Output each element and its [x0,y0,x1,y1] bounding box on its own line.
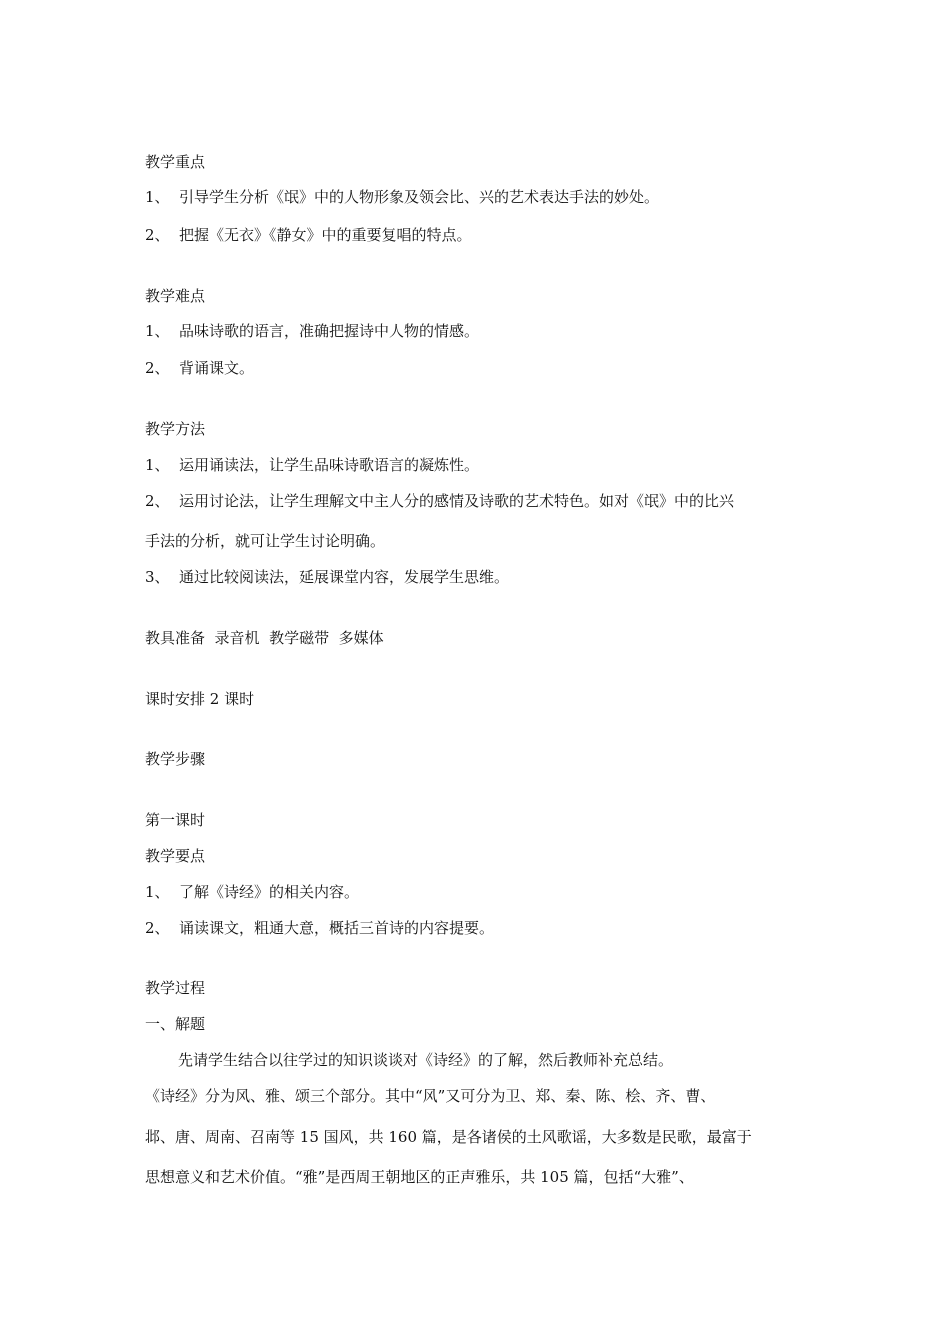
item-number: 2、 [145,492,170,510]
lesson-1-title: 第一课时 [145,811,206,829]
item-text: 引导学生分析《氓》中的人物形象及领会比、兴的艺术表达手法的妙处。 [179,188,660,206]
process-paragraph-2-line-1: 《诗经》分为风、雅、颂三个部分。其中“风”又可分为卫、郑、秦、陈、桧、齐、曹、 [145,1087,716,1105]
item-text: 运用讨论法，让学生理解文中主人分的感情及诗歌的艺术特色。如对《氓》中的比兴 [179,492,735,510]
process-paragraph-2-line-2: 邶、唐、周南、召南等 15 国风，共 160 篇，是各诸侯的土风歌谣，大多数是民歌，最富于 [145,1128,752,1146]
lesson-1-item-2 [145,918,494,938]
process-paragraph-1: 先请学生结合以往学过的知识谈谈对《诗经》的了解，然后教师补充总结。 [178,1051,674,1069]
item-text: 诵读课文，粗通大意，概括三首诗的内容提要。 [179,919,495,937]
teaching-steps-heading: 教学步骤 [145,750,206,768]
focus-heading: 教学重点 [145,153,206,171]
class-schedule: 课时安排 2 课时 [145,690,255,708]
item-number: 1、 [145,883,170,901]
focus-item-2 [145,225,472,245]
lesson-1-item-1 [145,882,359,902]
item-text: 了解《诗经》的相关内容。 [179,883,360,901]
item-text: 通过比较阅读法，延展课堂内容，发展学生思维。 [179,568,510,586]
item-number: 2、 [145,359,170,377]
difficulty-heading: 教学难点 [145,287,206,305]
method-item-1 [145,455,479,475]
item-number: 2、 [145,226,170,244]
item-number: 2、 [145,919,170,937]
lesson-1-points-heading: 教学要点 [145,847,206,865]
item-number: 3、 [145,568,170,586]
item-number: 1、 [145,322,170,340]
item-number: 1、 [145,188,170,206]
method-item-2 [145,491,734,511]
item-text: 运用诵读法，让学生品味诗歌语言的凝炼性。 [179,456,480,474]
method-heading: 教学方法 [145,420,206,438]
item-text: 品味诗歌的语言，准确把握诗中人物的情感。 [179,322,480,340]
teaching-tools: 教具准备 录音机 教学磁带 多媒体 [145,629,384,647]
focus-item-1 [145,187,659,207]
difficulty-item-1 [145,321,479,341]
item-text: 背诵课文。 [179,359,255,377]
process-heading: 教学过程 [145,979,206,997]
process-subheading-1: 一、解题 [145,1015,206,1033]
method-item-2-continued: 手法的分析，就可让学生讨论明确。 [145,532,386,550]
item-number: 1、 [145,456,170,474]
process-paragraph-2-line-3: 思想意义和艺术价值。“雅”是西周王朝地区的正声雅乐，共 105 篇，包括“大雅”、 [145,1168,694,1186]
item-text: 把握《无衣》《静女》中的重要复唱的特点。 [179,226,472,244]
method-item-3 [145,567,509,587]
difficulty-item-2 [145,358,254,378]
